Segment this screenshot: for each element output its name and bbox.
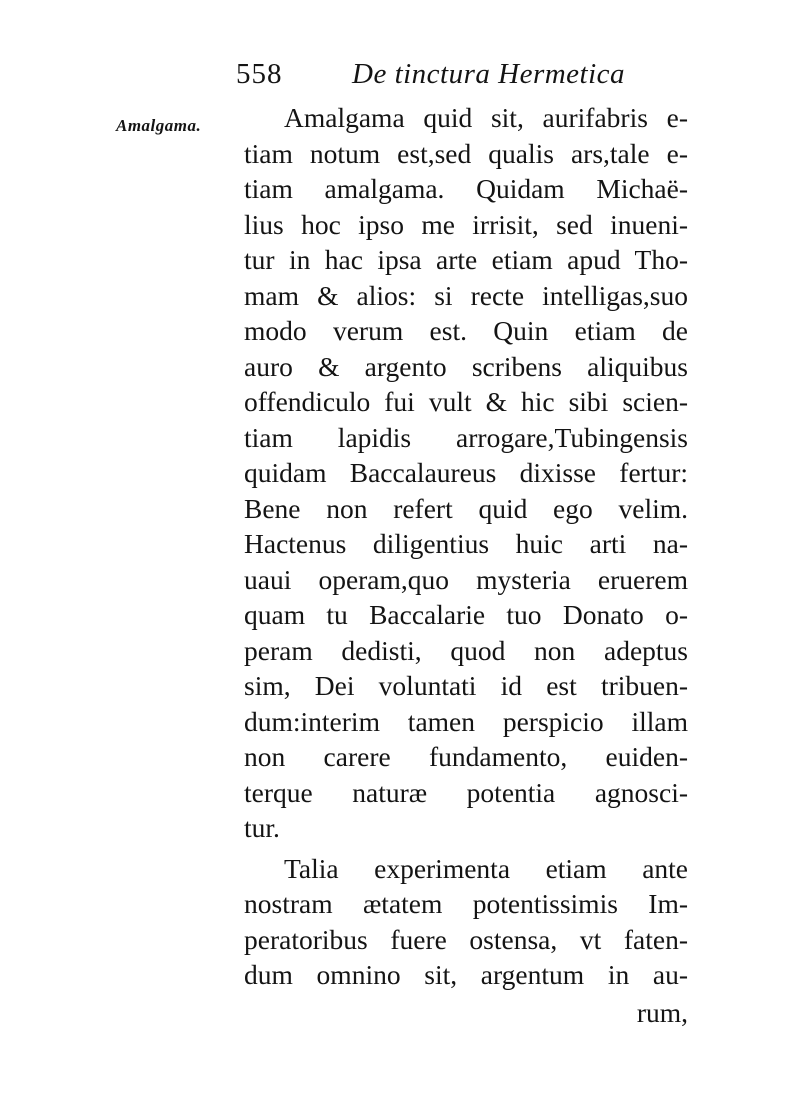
paragraph-1 (244, 100, 688, 846)
paragraph-2 (244, 851, 688, 993)
text-line: offendiculo fui vult & hic sibi scien- (244, 386, 688, 417)
page-header (0, 58, 800, 98)
text-line: tur. (244, 812, 280, 843)
text-line: Bene non refert quid ego velim. (244, 492, 688, 524)
text-line: tiam lapidis arrogare,Tubingensis (244, 421, 688, 453)
text-line: non carere fundamento, euiden- (244, 741, 688, 772)
text-line: sim, Dei voluntati id est tribuen- (244, 670, 688, 701)
text-line: terque naturæ potentia agnosci- (244, 776, 688, 808)
page-number: 558 (236, 58, 283, 90)
marginal-note: Amalgama. (116, 116, 202, 135)
text-line: peratoribus fuere ostensa, vt faten- (244, 923, 688, 955)
text-line: tiam notum est,sed qualis ars,tale e- (244, 137, 688, 169)
body-text (244, 100, 688, 1030)
text-line: dum omnino sit, argentum in au- (244, 959, 688, 990)
text-line: quidam Baccalaureus dixisse fertur: (244, 457, 688, 488)
text-line: auro & argento scribens aliquibus (244, 350, 688, 382)
text-line: lius hoc ipso me irrisit, sed inueni- (244, 208, 688, 240)
text-line: modo verum est. Quin etiam de (244, 315, 688, 346)
text-line: peram dedisti, quod non adeptus (244, 634, 688, 666)
text-line: quam tu Baccalarie tuo Donato o- (244, 599, 688, 630)
running-title: De tinctura Hermetica (352, 58, 626, 90)
text-line: Talia experimenta etiam ante (284, 852, 688, 884)
text-line: dum:interim tamen perspicio illam (244, 705, 688, 737)
text-line: mam & alios: si recte intelligas,suo (244, 279, 688, 311)
text-line: tur in hac ipsa arte etiam apud Tho- (244, 244, 688, 275)
text-line: uaui operam,quo mysteria eruerem (244, 563, 688, 595)
text-line: Hactenus diligentius huic arti na- (244, 528, 688, 559)
text-line: nostram ætatem potentissimis Im- (244, 888, 688, 919)
catchword: rum, (636, 996, 688, 1028)
text-line: tiam amalgama. Quidam Michaë- (244, 173, 688, 204)
text-line: Amalgama quid sit, aurifabris e- (284, 102, 688, 133)
